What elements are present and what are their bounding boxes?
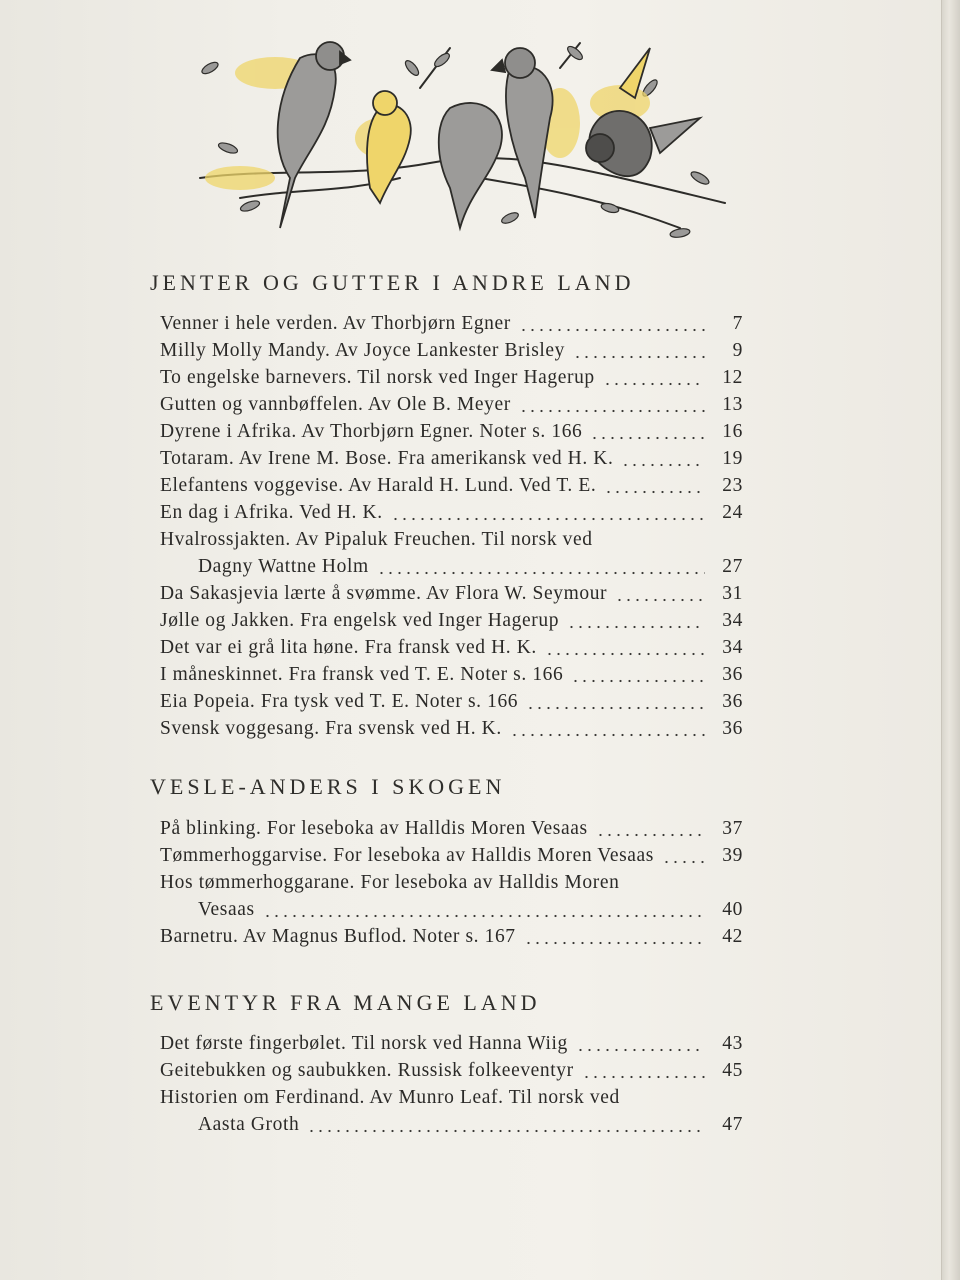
toc-entry bbox=[150, 634, 750, 661]
toc-entry-page: 31 bbox=[722, 583, 743, 604]
dot-leader bbox=[615, 580, 705, 607]
dot-leader bbox=[590, 418, 705, 445]
toc-entry bbox=[150, 715, 750, 742]
toc-entry bbox=[150, 923, 750, 950]
toc-entry-title: Tømmerhoggarvise. For leseboka av Halldis Moren Vesaas bbox=[160, 845, 654, 866]
toc-entry-page: 34 bbox=[722, 610, 743, 631]
toc-entry bbox=[150, 661, 750, 688]
toc-entry bbox=[150, 869, 750, 896]
toc-entry-title: Eia Popeia. Fra tysk ved T. E. Noter s. 166 bbox=[160, 691, 519, 712]
toc-entry bbox=[150, 688, 750, 715]
toc-entry-page: 47 bbox=[722, 1114, 743, 1135]
dot-leader bbox=[510, 715, 705, 742]
toc-entry-title: Da Sakasjevia lærte å svømme. Av Flora W. Seymour bbox=[160, 583, 608, 604]
toc-entry-page: 7 bbox=[732, 313, 743, 334]
toc-entry-title: Vesaas bbox=[198, 899, 255, 920]
toc-entry-title: I måneskinnet. Fra fransk ved T. E. Noter s. 166 bbox=[160, 664, 564, 685]
toc-entry-title: Jølle og Jakken. Fra engelsk ved Inger Hagerup bbox=[160, 610, 560, 631]
toc-entry bbox=[150, 1111, 750, 1138]
toc-entry-page: 43 bbox=[722, 1033, 743, 1054]
toc-entry-title: Hos tømmerhoggarane. For leseboka av Halldis Moren bbox=[160, 872, 620, 893]
toc-entry-title: Svensk voggesang. Fra svensk ved H. K. bbox=[160, 718, 502, 739]
toc-entry bbox=[150, 364, 750, 391]
toc-section-3 bbox=[150, 1030, 750, 1138]
toc-entry bbox=[150, 815, 750, 842]
toc-entry-page: 42 bbox=[722, 926, 743, 947]
toc-entry-title: En dag i Afrika. Ved H. K. bbox=[160, 502, 383, 523]
toc-entry-page: 19 bbox=[722, 448, 743, 469]
toc-entry-page: 39 bbox=[722, 845, 743, 866]
dot-leader bbox=[571, 661, 705, 688]
dot-leader bbox=[377, 553, 705, 580]
toc-entry bbox=[150, 472, 750, 499]
dot-leader bbox=[391, 499, 705, 526]
toc-entry bbox=[150, 1084, 750, 1111]
toc-entry-page: 12 bbox=[722, 367, 743, 388]
toc-entry-title: Barnetru. Av Magnus Buflod. Noter s. 167 bbox=[160, 926, 516, 947]
dot-leader bbox=[263, 896, 705, 923]
toc-entry-page: 36 bbox=[722, 718, 743, 739]
section-heading: VESLE-ANDERS I SKOGEN bbox=[150, 774, 506, 799]
dot-leader bbox=[596, 815, 705, 842]
toc-entry-title: Venner i hele verden. Av Thorbjørn Egner bbox=[160, 313, 511, 334]
toc-entry bbox=[150, 842, 750, 869]
dot-leader bbox=[567, 607, 705, 634]
toc-entry bbox=[150, 1057, 750, 1084]
dot-leader bbox=[576, 1030, 705, 1057]
dot-leader bbox=[603, 364, 705, 391]
parrot-illustration bbox=[180, 28, 740, 248]
toc-entry bbox=[150, 896, 750, 923]
dot-leader bbox=[524, 923, 705, 950]
toc-entry-title: Hvalrossjakten. Av Pipaluk Freuchen. Til norsk ved bbox=[160, 529, 593, 550]
toc-entry-title: På blinking. For leseboka av Halldis Moren Vesaas bbox=[160, 818, 588, 839]
toc-entry-title: To engelske barnevers. Til norsk ved Inger Hagerup bbox=[160, 367, 595, 388]
toc-entry-page: 16 bbox=[722, 421, 743, 442]
dot-leader bbox=[582, 1057, 705, 1084]
dot-leader bbox=[662, 842, 705, 869]
toc-entry bbox=[150, 445, 750, 472]
toc-entry-page: 36 bbox=[722, 691, 743, 712]
dot-leader bbox=[519, 310, 705, 337]
toc-entry bbox=[150, 553, 750, 580]
toc-entry bbox=[150, 391, 750, 418]
toc-section-1 bbox=[150, 310, 750, 742]
toc-entry bbox=[150, 310, 750, 337]
toc-entry-page: 23 bbox=[722, 475, 743, 496]
toc-entry-title: Det første fingerbølet. Til norsk ved Hanna Wiig bbox=[160, 1033, 568, 1054]
dot-leader bbox=[621, 445, 705, 472]
toc-entry-title: Det var ei grå lita høne. Fra fransk ved H. K. bbox=[160, 637, 537, 658]
toc-entry-title: Geitebukken og saubukken. Russisk folkeeventyr bbox=[160, 1060, 574, 1081]
toc-entry bbox=[150, 337, 750, 364]
toc-entry-title: Milly Molly Mandy. Av Joyce Lankester Brisley bbox=[160, 340, 566, 361]
toc-entry bbox=[150, 499, 750, 526]
dot-leader bbox=[526, 688, 705, 715]
section-heading: JENTER OG GUTTER I ANDRE LAND bbox=[150, 270, 635, 295]
toc-entry-title: Gutten og vannbøffelen. Av Ole B. Meyer bbox=[160, 394, 511, 415]
page-edge bbox=[941, 0, 960, 1280]
toc-entry-title: Totaram. Av Irene M. Bose. Fra amerikansk ved H. K. bbox=[160, 448, 614, 469]
toc-entry bbox=[150, 418, 750, 445]
dot-leader bbox=[604, 472, 705, 499]
toc-entry-page: 9 bbox=[732, 340, 743, 361]
toc-entry-page: 40 bbox=[722, 899, 743, 920]
toc-entry-title: Dagny Wattne Holm bbox=[198, 556, 369, 577]
toc-section-2 bbox=[150, 815, 750, 950]
dot-leader bbox=[573, 337, 705, 364]
dot-leader bbox=[307, 1111, 705, 1138]
toc-entry bbox=[150, 1030, 750, 1057]
toc-entry bbox=[150, 580, 750, 607]
toc-entry-page: 27 bbox=[722, 556, 743, 577]
toc-entry-title: Dyrene i Afrika. Av Thorbjørn Egner. Noter s. 166 bbox=[160, 421, 583, 442]
toc-entry-title: Elefantens voggevise. Av Harald H. Lund. Ved T. E. bbox=[160, 475, 597, 496]
toc-entry-page: 36 bbox=[722, 664, 743, 685]
toc-entry-page: 34 bbox=[722, 637, 743, 658]
toc-entry-title: Historien om Ferdinand. Av Munro Leaf. Til norsk ved bbox=[160, 1087, 620, 1108]
toc-entry bbox=[150, 607, 750, 634]
toc-entry bbox=[150, 526, 750, 553]
dot-leader bbox=[519, 391, 705, 418]
toc-entry-page: 45 bbox=[722, 1060, 743, 1081]
toc-entry-page: 37 bbox=[722, 818, 743, 839]
dot-leader bbox=[545, 634, 705, 661]
toc-entry-title: Aasta Groth bbox=[198, 1114, 300, 1135]
section-heading: EVENTYR FRA MANGE LAND bbox=[150, 990, 541, 1015]
toc-entry-page: 13 bbox=[722, 394, 743, 415]
toc-entry-page: 24 bbox=[722, 502, 743, 523]
